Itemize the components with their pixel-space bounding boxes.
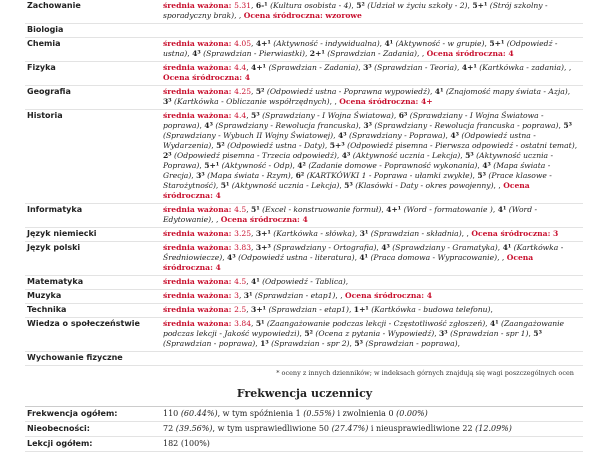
weighted-average-value: 3.25 — [234, 229, 252, 238]
grade-value[interactable]: 4³ — [482, 161, 491, 170]
grade-value[interactable]: 4¹ — [359, 253, 369, 262]
grade-description: (Aktywność ucznia - Lekcja) — [352, 151, 461, 160]
grade-description: (Odpowiedź pisemna - Trzecia odpowiedź) — [174, 151, 337, 160]
subject-row — [25, 242, 583, 276]
subject-grades — [161, 24, 583, 38]
semester-grade: Ocena śródroczna: 4 — [345, 291, 432, 300]
attendance-label: Nieobecności: — [25, 422, 161, 437]
grade-description: (Excel - konstruowanie formuł) — [262, 205, 382, 214]
grade-description: (Sprawdziany - I Wojna Światowa - poprawa) — [163, 111, 544, 130]
semester-grade: Ocena śródroczna: 4 — [163, 181, 530, 200]
grade-value[interactable]: 4¹ — [497, 205, 507, 214]
subject-name: Język polski — [25, 242, 161, 276]
weighted-average-value: 4.4 — [234, 63, 247, 72]
subject-grades: średnia ważona: 2.5, 3+¹ (Sprawdzian - etap1), 1+¹ (Kartkówka - budowa telefonu), — [161, 304, 583, 318]
subject-name: Fizyka — [25, 62, 161, 86]
grade-value[interactable]: 5+¹ — [489, 39, 505, 48]
grades-table — [25, 0, 583, 366]
attendance-row — [25, 407, 583, 422]
grade-description: (Kartkówka - Obliczanie współrzędnych) — [174, 97, 330, 106]
subject-grades: średnia ważona: 5.31, 6-¹ (Kultura osobista - 4), 5² (Udział w życiu szkoły - 2), 5+¹ (Strój szkolny - sporadyczny brak), , Ocena śródroczna: wzorowe — [161, 0, 583, 24]
grades-footnote: * oceny z innych dzienników; w indeksach górnych znajdują się wagi poszczególnych ocen — [276, 369, 574, 377]
subject-name: Biologia — [25, 24, 161, 38]
grade-description: (Sprawdzian - poprawa) — [365, 339, 458, 348]
grade-value[interactable]: 4+¹ — [251, 63, 267, 72]
weighted-average-label: średnia ważona: — [163, 205, 235, 214]
subject-name: Chemia — [25, 38, 161, 62]
grade-value[interactable]: 4+¹ — [461, 63, 477, 72]
weighted-average-label: średnia ważona: — [163, 319, 235, 328]
grade-description: (Udział w życiu szkoły - 2) — [367, 1, 468, 10]
grade-value[interactable]: 5¹ — [255, 319, 265, 328]
subject-name: Wiedza o społeczeństwie — [25, 318, 161, 352]
grade-description: (Odpowiedź ustna - Wydarzenia) — [163, 131, 536, 150]
subject-grades: średnia ważona: 4.5, 5¹ (Excel - konstruowanie formuł), 4+¹ (Word - formatowanie ), 4¹ (Word - Edytowanie), , Ocena śródroczna: 4 — [161, 204, 583, 228]
grade-value[interactable]: 1+¹ — [353, 305, 369, 314]
grade-description: (Kartkówka - budowa telefonu) — [371, 305, 491, 314]
grade-description: (Kartkówka - słówka) — [273, 229, 355, 238]
attendance-row — [25, 437, 583, 452]
weighted-average-label: średnia ważona: — [163, 1, 235, 10]
semester-grade: Ocena śródroczna: 4 — [220, 215, 308, 224]
grade-value[interactable]: 4¹ — [251, 277, 260, 286]
grade-value[interactable]: 4³ — [227, 253, 236, 262]
attendance-label: Lekcji ogółem: — [25, 437, 161, 452]
attendance-value — [161, 437, 583, 452]
grade-value[interactable]: 4+¹ — [255, 39, 271, 48]
grade-description: (Mapa świata - Rzym) — [207, 171, 291, 180]
grade-value[interactable]: 2³ — [163, 151, 172, 160]
subject-row — [25, 110, 583, 204]
grade-description: (Prace klasowe - Starożytność) — [163, 171, 552, 190]
weighted-average-label: średnia ważona: — [163, 243, 235, 252]
grade-description: (KARTKÓWKI 1 - Poprawa - ułamki zwykłe) — [306, 171, 473, 180]
attendance-value-part: 182 (100%) — [163, 439, 210, 448]
grade-value[interactable]: 3³ — [163, 97, 172, 106]
subject-grades: średnia ważona: 3.84, 5¹ (Zaangażowanie podczas lekcji - Częstotliwość zgłoszeń), 4¹ (Zaangażowanie podczas lekcji - Jakość wypowiedzi), 5² (Ocena z pytania - Wypowiedź), 3³ (Sprawdzian - spr 1), 5³ (Sprawdzian - poprawa), 1³ (Sprawdzian - spr 2), 5³ (Sprawdzian - poprawa), — [161, 318, 583, 352]
semester-grade: Ocena śródroczna: 4 — [163, 253, 534, 272]
grade-description: (Kartkówka - zadania) — [479, 63, 564, 72]
subject-grades: średnia ważona: 4.4, 4+¹ (Sprawdzian - Zadania), 3³ (Sprawdzian - Teoria), 4+¹ (Kartkówka - zadania), , Ocena śródroczna: 4 — [161, 62, 583, 86]
grade-description: (Aktywność - indywidualna) — [273, 39, 380, 48]
grade-value[interactable]: 3¹ — [359, 229, 369, 238]
weighted-average-value: 4.5 — [234, 205, 247, 214]
weighted-average-label: średnia ważona: — [163, 111, 235, 120]
subject-grades: średnia ważona: 4.4, 5³ (Sprawdziany - I Wojna Światowa), 6³ (Sprawdziany - I Wojna Światowa - poprawa), 4³ (Sprawdziany - Rewolucja francuska), 3³ (Sprawdziany - Rewolucja francuska - poprawa), 5³ (Sprawdziany - Wybuch II Wojny Światowej), 4³ (Sprawdziany - Poprawa), 4³ (Odpowiedź ustna - Wydarzenia), 5² (Odpowiedź ustna - Daty), 5+³ (Odpowiedź pisemna - Pierwsza odpowiedź - ostatni temat), 2³ (Odpowiedź pisemna - Trzecia odpowiedź), 4³ (Aktywność ucznia - Lekcja), 5³ (Aktywność ucznia - Poprawa), 5+¹ (Aktywność - Odp), 4² (Zadanie domowe - Poprawność wykonania), 4³ (Mapa świata - Grecja), 3³ (Mapa świata - Rzym), 6² (KARTKÓWKI 1 - Poprawa - ułamki zwykłe), 5³ (Prace klasowe - Starożytność), 5¹ (Aktywność ucznia - Lekcja), 5³ (Klasówki - Daty - okres powojenny), , Ocena śródroczna: 4 — [161, 110, 583, 204]
subject-row — [25, 228, 583, 242]
attendance-value-part: 110 — [163, 409, 181, 418]
subject-grades: średnia ważona: 4.25, 5² (Odpowiedź ustna - Poprawna wypowiedź), 4¹ (Znajomość mapy świata - Azja), 3³ (Kartkówka - Obliczanie współrzędnych), , Ocena śródroczna: 4+ — [161, 86, 583, 110]
subject-name: Historia — [25, 110, 161, 204]
grade-description: (Zaangażowanie podczas lekcji - Jakość wypowiedzi) — [163, 319, 565, 338]
weighted-average-value: 4.4 — [234, 111, 247, 120]
grade-value[interactable]: 5³ — [344, 181, 353, 190]
grade-description: (Zaangażowanie podczas lekcji - Częstotliwość zgłoszeń) — [266, 319, 486, 328]
grade-value[interactable]: 4³ — [341, 151, 351, 160]
semester-grade: Ocena śródroczna: 4 — [426, 49, 514, 58]
attendance-table — [25, 406, 583, 452]
grade-description: (Sprawdziany - I Wojna Światowa) — [262, 111, 394, 120]
grade-value[interactable]: 5³ — [533, 329, 542, 338]
subject-name: Wychowanie fizyczne — [25, 352, 161, 366]
grade-value[interactable]: 5³ — [354, 339, 363, 348]
attendance-value — [161, 422, 583, 437]
subject-grades: średnia ważona: 4.05, 4+¹ (Aktywność - indywidualna), 4¹ (Aktywność - w grupie), 5+¹ (Odpowiedź - ustna), 4³ (Sprawdzian - Pierwiastki), 2+¹ (Sprawdzian - Zadania), , Ocena śródroczna: 4 — [161, 38, 583, 62]
subject-row — [25, 276, 583, 290]
grade-value[interactable]: 4¹ — [434, 87, 444, 96]
weighted-average-label: średnia ważona: — [163, 63, 235, 72]
grade-description: (Odpowiedź ustna - literatura) — [238, 253, 355, 262]
grade-value[interactable]: 3³ — [363, 63, 372, 72]
weighted-average-value: 3.83 — [234, 243, 252, 252]
grade-description: (Sprawdzian - Zadania) — [268, 63, 359, 72]
subject-row — [25, 318, 583, 352]
grade-value[interactable]: 3+¹ — [251, 305, 267, 314]
semester-grade: Ocena śródroczna: 4+ — [339, 97, 433, 106]
grade-value[interactable]: 3+³ — [255, 243, 271, 252]
weighted-average-label: średnia ważona: — [163, 87, 235, 96]
weighted-average-label: średnia ważona: — [163, 229, 235, 238]
subject-name: Informatyka — [25, 204, 161, 228]
subject-grades: średnia ważona: 3.83, 3+³ (Sprawdziany - Ortografia), 4³ (Sprawdziany - Gramatyka), 4¹ (Kartkówka - Średniowiecze), 4³ (Odpowiedź ustna - literatura), 4¹ (Praca domowa - Wypracowanie), , Ocena śródroczna: 4 — [161, 242, 583, 276]
grade-value[interactable]: 4¹ — [490, 319, 499, 328]
grade-description: (Zadanie domowe - Poprawność wykonania) — [308, 161, 478, 170]
semester-grade: Ocena śródroczna: wzorowe — [243, 11, 362, 20]
grade-value[interactable]: 5² — [304, 329, 313, 338]
grade-value[interactable]: 3³ — [196, 171, 205, 180]
grade-value[interactable]: 4³ — [450, 131, 459, 140]
attendance-value-part: i zwolnienia 0 — [334, 409, 397, 418]
grade-description: (Sprawdzian - Pierwiastki) — [203, 49, 305, 58]
grade-description: (Kartkówka - Średniowiecze) — [163, 243, 564, 262]
grade-description: (Sprawdzian - poprawa) — [163, 339, 256, 348]
grade-description: (Sprawdziany - Poprawa) — [349, 131, 446, 140]
attendance-value-part: (12.09%) — [475, 424, 512, 433]
grade-description: (Mapa świata - Grecja) — [163, 161, 551, 180]
grade-value[interactable]: 4³ — [204, 121, 213, 130]
subject-grades: średnia ważona: 3.25, 3+¹ (Kartkówka - słówka), 3¹ (Sprawdzian - składnia), , Ocena śródroczna: 3 — [161, 228, 583, 242]
subject-name: Geografia — [25, 86, 161, 110]
grade-description: (Odpowiedź - ustna) — [163, 39, 558, 58]
subject-grades — [161, 352, 583, 366]
subject-name: Muzyka — [25, 290, 161, 304]
attendance-value-part: i nieusprawiedliwione 22 — [368, 424, 476, 433]
grade-value[interactable]: 4³ — [337, 131, 347, 140]
subject-row — [25, 24, 583, 38]
grade-value[interactable]: 5³ — [465, 151, 474, 160]
subject-name: Język niemiecki — [25, 228, 161, 242]
grade-value[interactable]: 1³ — [260, 339, 269, 348]
grade-value[interactable]: 5³ — [477, 171, 486, 180]
grade-value[interactable]: 4³ — [192, 49, 201, 58]
subject-row — [25, 352, 583, 366]
attendance-value-part: 72 — [163, 424, 176, 433]
subject-grades: średnia ważona: 3, 3¹ (Sprawdzian - etap1), , Ocena śródroczna: 4 — [161, 290, 583, 304]
attendance-value-part: (0.55%) — [303, 409, 335, 418]
grade-description: (Sprawdzian - spr 2) — [271, 339, 350, 348]
weighted-average-value: 3 — [234, 291, 239, 300]
attendance-row — [25, 422, 583, 437]
grade-value[interactable]: 6² — [295, 171, 305, 180]
grade-description: (Odpowiedź ustna - Daty) — [227, 141, 325, 150]
grade-description: (Odpowiedź - Tablica) — [262, 277, 346, 286]
grade-value[interactable]: 5² — [356, 1, 365, 10]
grade-description: (Sprawdzian - etap1) — [254, 291, 336, 300]
grade-value[interactable]: 6-¹ — [255, 1, 268, 10]
grade-value[interactable]: 3¹ — [243, 291, 253, 300]
grade-description: (Aktywność ucznia - Poprawa) — [163, 151, 554, 170]
grade-description: (Sprawdziany - Wybuch II Wojny Światowej) — [163, 131, 334, 140]
grade-description: (Word - Edytowanie) — [163, 205, 538, 224]
grade-description: (Sprawdzian - Teoria) — [374, 63, 457, 72]
subject-name: Matematyka — [25, 276, 161, 290]
grade-value[interactable]: 4² — [297, 161, 306, 170]
grade-description: (Klasówki - Daty - okres powojenny) — [355, 181, 494, 190]
weighted-average-label: średnia ważona: — [163, 305, 235, 314]
grade-description: (Sprawdzian - Zadania) — [327, 49, 417, 58]
grade-value[interactable]: 5³ — [563, 121, 572, 130]
grade-description: (Ocena z pytania - Wypowiedź) — [315, 329, 435, 338]
grade-value[interactable]: 5+¹ — [204, 161, 220, 170]
grade-description: (Odpowiedź pisemna - Pierwsza odpowiedź - ostatni temat) — [347, 141, 575, 150]
semester-grade: Ocena śródroczna: 3 — [471, 229, 559, 238]
grade-description: (Aktywność - w grupie) — [395, 39, 485, 48]
grade-description: (Odpowiedź ustna - Poprawna wypowiedź) — [266, 87, 430, 96]
weighted-average-value: 4.05 — [234, 39, 252, 48]
subject-row — [25, 0, 583, 24]
weighted-average-value: 2.5 — [234, 305, 247, 314]
grade-description: (Sprawdziany - Rewolucja francuska - poprawa) — [374, 121, 559, 130]
grade-description: (Sprawdzian - etap1) — [268, 305, 349, 314]
grade-value[interactable]: 5² — [216, 141, 225, 150]
attendance-label: Frekwencja ogółem: — [25, 407, 161, 422]
grade-value[interactable]: 5² — [255, 87, 265, 96]
grade-description: (Kultura osobista - 4) — [270, 1, 352, 10]
attendance-value-part: , w tym spóźnienia 1 — [217, 409, 304, 418]
grade-description: (Sprawdziany - Ortografia) — [273, 243, 377, 252]
subject-row — [25, 290, 583, 304]
subject-grades: średnia ważona: 4.5, 4¹ (Odpowiedź - Tablica), — [161, 276, 583, 290]
grade-value[interactable]: 5¹ — [251, 205, 260, 214]
grade-description: (Sprawdziany - Rewolucja francuska) — [215, 121, 359, 130]
grade-value[interactable]: 3³ — [439, 329, 448, 338]
grade-description: (Aktywność - Odp) — [221, 161, 293, 170]
attendance-value — [161, 407, 583, 422]
grade-description: (Word - formatowanie ) — [403, 205, 493, 214]
attendance-value-part: , w tym usprawiedliwione 50 — [212, 424, 332, 433]
grade-value[interactable]: 5+¹ — [472, 1, 488, 10]
weighted-average-value: 5.31 — [234, 1, 252, 10]
subject-row — [25, 38, 583, 62]
grade-value[interactable]: 5³ — [251, 111, 260, 120]
attendance-value-part: (27.47%) — [331, 424, 369, 433]
weighted-average-value: 4.25 — [234, 87, 252, 96]
weighted-average-label: średnia ważona: — [163, 39, 235, 48]
grade-value[interactable]: 5+³ — [329, 141, 345, 150]
weighted-average-label: średnia ważona: — [163, 291, 235, 300]
weighted-average-value: 3.84 — [234, 319, 252, 328]
attendance-value-part: (0.00%) — [396, 409, 428, 418]
attendance-title: Frekwencja uczennicy — [236, 387, 373, 400]
grade-value[interactable]: 6³ — [398, 111, 408, 120]
weighted-average-value: 4.5 — [234, 277, 247, 286]
grade-value[interactable]: 2+¹ — [309, 49, 325, 58]
grade-description: (Strój szkolny - sporadyczny brak) — [163, 1, 548, 20]
grade-value[interactable]: 3³ — [363, 121, 372, 130]
subject-row — [25, 62, 583, 86]
grade-value[interactable]: 4³ — [381, 243, 390, 252]
semester-grade: Ocena śródroczna: 4 — [163, 73, 250, 82]
attendance-value-part: (39.56%) — [175, 424, 213, 433]
subject-name: Zachowanie — [25, 0, 161, 24]
grade-description: (Aktywność ucznia - Lekcja) — [231, 181, 340, 190]
grade-value[interactable]: 4+¹ — [386, 205, 402, 214]
grade-value[interactable]: 5¹ — [220, 181, 230, 190]
grade-description: (Sprawdzian - spr 1) — [450, 329, 529, 338]
subject-name: Technika — [25, 304, 161, 318]
attendance-value-part: (60.44%) — [180, 409, 218, 418]
subject-row — [25, 86, 583, 110]
grade-description: (Sprawdzian - składnia) — [370, 229, 462, 238]
subject-row — [25, 204, 583, 228]
grade-description: (Znajomość mapy świata - Azja) — [445, 87, 568, 96]
grade-value[interactable]: 3+¹ — [255, 229, 271, 238]
grade-value[interactable]: 4¹ — [502, 243, 512, 252]
grade-value[interactable]: 4¹ — [384, 39, 394, 48]
grade-description: (Praca domowa - Wypracowanie) — [370, 253, 498, 262]
weighted-average-label: średnia ważona: — [163, 277, 235, 286]
subject-row — [25, 304, 583, 318]
grade-description: (Sprawdziany - Gramatyka) — [392, 243, 498, 252]
